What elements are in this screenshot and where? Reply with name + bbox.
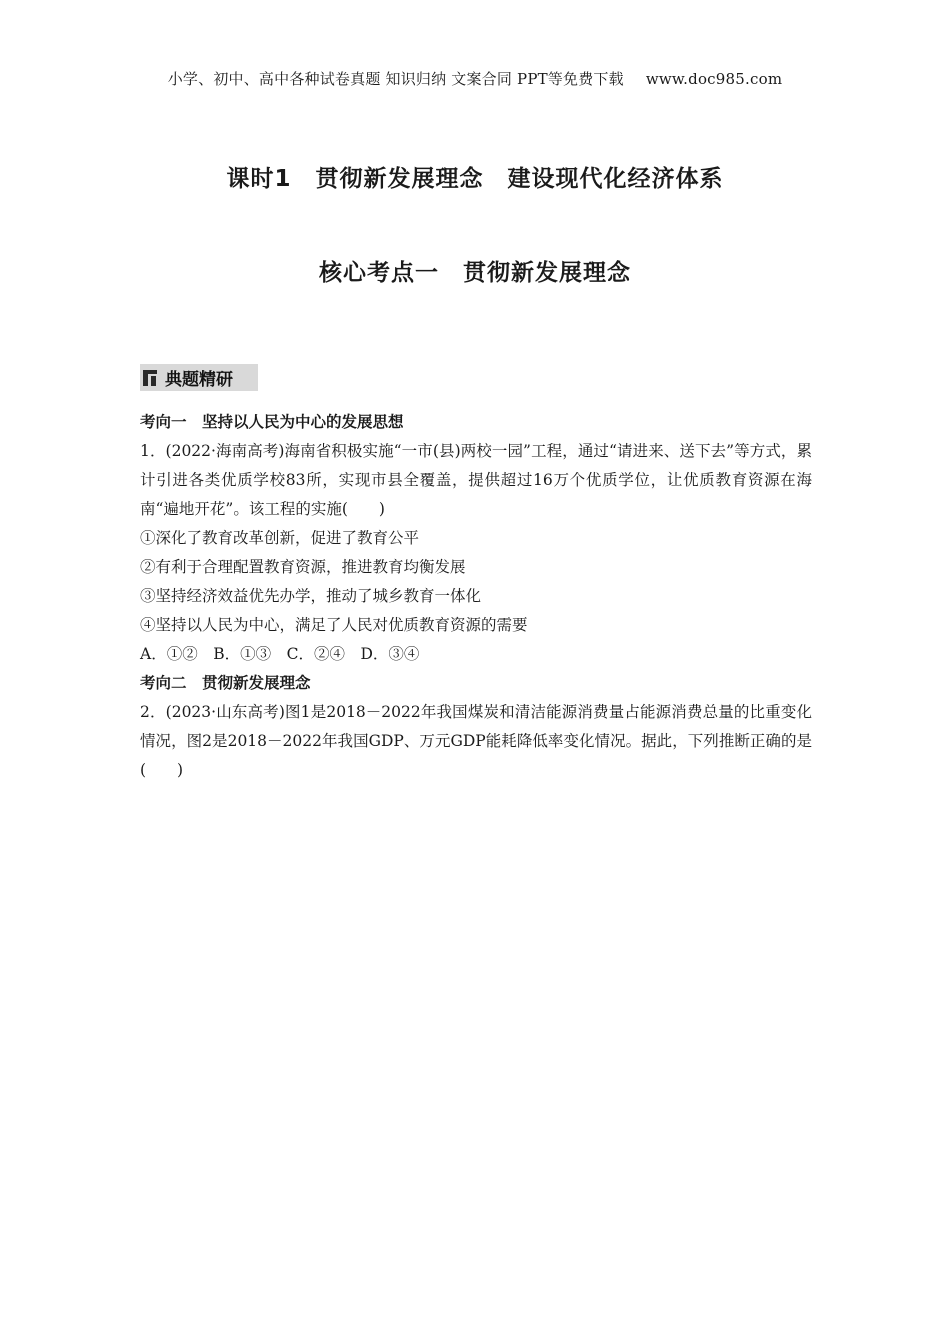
header-text: 小学、初中、高中各种试卷真题 知识归纳 文案合同 PPT等免费下载 [167,70,624,88]
question2-stem: 2．(2023·山东高考)图1是2018－2022年我国煤炭和清洁能源消费量占能源消费总量的比重变化情况，图2是2018－2022年我国GDP、万元GDP能耗降低率变化情况。据此，下列推断正确的是( ) [140,703,812,779]
question1-stem: 1．(2022·海南高考)海南省积极实施“一市(县)两校一园”工程，通过“请进来、送下去”等方式，累计引进各类优质学校83所，实现市县全覆盖，提供超过16万个优质学位，让优质教育资源在海南“遍地开花”。该工程的实施( ) [140,442,812,518]
lesson-title: 课时1 贯彻新发展理念 建设现代化经济体系 [226,166,724,192]
core-point-title: 核心考点一 贯彻新发展理念 [319,260,631,286]
question1-option: ③坚持经济效益优先办学，推动了城乡教育一体化 [140,587,482,605]
question1-option: ④坚持以人民为中心，满足了人民对优质教育资源的需要 [140,616,528,634]
question1-option: ②有利于合理配置教育资源，推进教育均衡发展 [140,558,466,576]
question1-option: ①深化了教育改革创新，促进了教育公平 [140,529,420,547]
question1-answer-choices: A．①② B．①③ C．②④ D．③④ [140,645,420,663]
header-url[interactable]: www.doc985.com [645,70,783,88]
section-marker-icon [143,370,157,386]
direction1-heading: 考向一 坚持以人民为中心的发展思想 [140,413,404,431]
section-tag-label: 典题精研 [165,370,233,390]
page-header [0,68,950,89]
section-tag [140,364,258,391]
question-content [140,408,812,785]
direction2-heading: 考向二 贯彻新发展理念 [140,674,311,692]
